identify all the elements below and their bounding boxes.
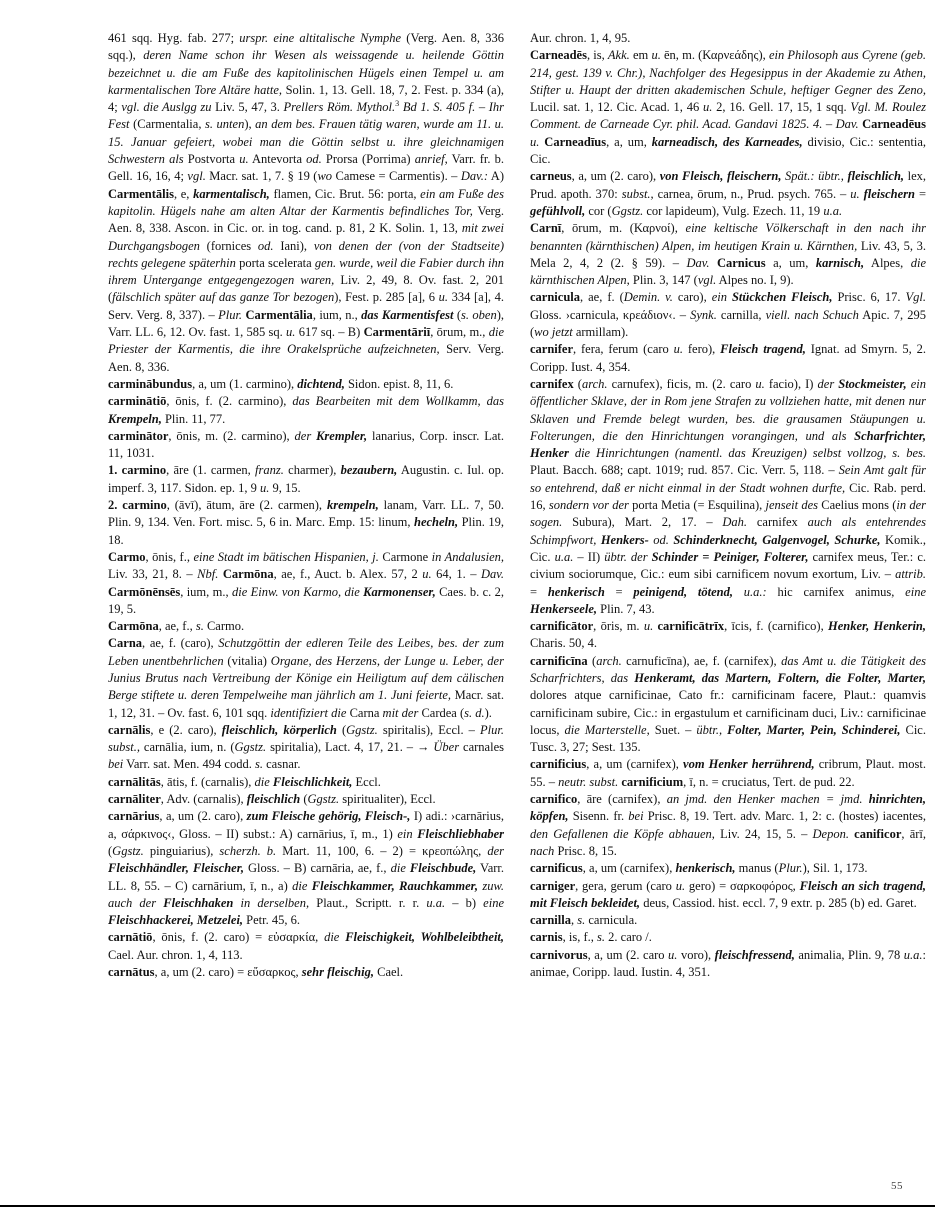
page-content [108,30,926,981]
dictionary-entry: carnificīna (arch. carnuficīna), ae, f. (carnifex), das Amt u. die Tätigkeit des Scharfrichters, das Henkeramt, das Martern, Foltern, die Folter, Marter, dolores atque carnificinae, Cato fr.: carnificinam facere, Plaut.: quamvis carnificinam subire, Cic.: in ergastulum et carnificinam duci, Liv.: carnificinae locus, die Marterstelle, Suet. – übtr., Folter, Marter, Pein, Schinderei, Cic. Tusc. 3, 27; Sest. 135. [530,653,926,755]
bottom-rule [0,1205,935,1207]
right-column [530,30,926,981]
dictionary-entry: carnātus, a, um (2. caro) = εὔσαρκος, sehr fleischig, Cael. [108,965,404,980]
page-number: 55 [891,1180,903,1192]
dictionary-entry: carniger, gera, gerum (caro u. gero) = σαρκοφόρος, Fleisch an sich tragend, mit Fleisch bekleidet, deus, Cassiod. hist. eccl. 7, 9 extr. p. 285 (b) ed. Garet. [530,878,926,910]
dictionary-entry: carnificius, a, um (carnifex), vom Henker herrührend, cribrum, Plaut. most. 55. – neutr. subst. carnificium, ī, n. = cruciatus, Tert. de pud. 22. [530,757,926,789]
dictionary-entry: carnivorus, a, um (2. caro u. voro), fleischfressend, animalia, Plin. 9, 78 u.a.: animae, Coripp. laud. Iustin. 4, 351. [530,947,926,980]
dictionary-entry: Carmo, ōnis, f., eine Stadt im bätischen Hispanien, j. Carmone in Andalusien, Liv. 33, 21, 8. – Nbf. Carmōna, ae, f., Auct. b. Alex. 57, 2 u. 64, 1. – Dav. Carmōnēnsēs, ium, m., die Einw. von Karmo, die Karmonenser, Caes. b. c. 2, 19, 5. [108,549,505,616]
dictionary-entry: carnilla, s. carnicula. [530,913,638,928]
dictionary-entry: carneus, a, um (2. caro), von Fleisch, fleischern, Spät.: übtr., fleischlich, lex, Prud. apoth. 370: subst., carnea, ōrum, n., Prud. psych. 765. – u. fleischern = gefühlvoll, cor (Ggstz. cor lapideum), Vulg. Ezech. 11, 19 u.a. [530,169,927,218]
dictionary-entry: 1. carmino, āre (1. carmen, franz. charmer), bezaubern, Augustin. c. Iul. op. imperf. 3, 117. Sidon. ep. 1, 9 u. 9, 15. [108,463,504,495]
dictionary-entry: Carnī, ōrum, m. (Καρνοί), eine keltische Völkerschaft in den nach ihr benannten (kärnthischen) Alpen, im heutigen Krain u. Kärnthen, Liv. 43, 5, 3. Mela 2, 4, 2 (2. § 59). – Dav. Carnicus a, um, karnisch, Alpes, die kärnthischen Alpen, Plin. 3, 147 (vgl. Alpes no. I, 9). [530,221,927,288]
dictionary-entry: carnifer, fera, ferum (caro u. fero), Fleisch tragend, Ignat. ad Smyrn. 5, 2. Coripp. Iust. 4, 354. [530,342,926,374]
dictionary-entry: carnicula, ae, f. (Demin. v. caro), ein Stückchen Fleisch, Prisc. 6, 17. Vgl. Gloss. ›carnicula, κρεάδιον‹. – Synk. carnilla, viell. nach Schuch Apic. 7, 295 (wo jetzt armillam). [530,290,926,340]
dictionary-entry: carnālis, e (2. caro), fleischlich, körperlich (Ggstz. spiritalis), Eccl. – Plur. subst., carnālia, ium, n. (Ggstz. spiritalia), Lact. 4, 17, 21. – → Über carnales bei Varr. sat. Men. 494 codd. s. casnar. [108,722,504,772]
dictionary-entry: Aur. chron. 1, 4, 95. [530,31,631,45]
dictionary-entry: carnificus, a, um (carnifex), henkerisch, manus (Plur.), Sil. 1, 173. [530,861,868,876]
dictionary-entry: carnis, is, f., s. 2. caro /. [530,930,652,945]
dictionary-entry: carminābundus, a, um (1. carmino), dichtend, Sidon. epist. 8, 11, 6. [108,376,454,391]
dictionary-entry: Carmōna, ae, f., s. Carmo. [108,619,245,634]
dictionary-entry: carnālitās, ātis, f. (carnalis), die Fleischlichkeit, Eccl. [108,774,381,789]
dictionary-entry: carminātiō, ōnis, f. (2. carmino), das Bearbeiten mit dem Wollkamm, das Krempeln, Plin. 11, 77. [108,394,505,426]
dictionary-entry: 461 sqq. Hyg. fab. 277; urspr. eine altitalische Nymphe (Verg. Aen. 8, 336 sqq.), deren Name schon ihr Wesen als weissagende u. heilende Göttin bezeichnet u. die am Fuße des kapitolinischen Hügels einen Tempel u. am karmentalischen Tore Altäre hatte, Solin. 1, 13. Gell. 18, 7, 2. Fest. p. 334 (a), 4; vgl. die Auslgg zu Liv. 5, 47, 3. Prellers Röm. Mythol.$^3$ Bd 1. S. 405 f. – Ihr Fest (Carmentalia, s. unten), an dem bes. Frauen tätig waren, wurde am 11. u. 15. Januar gefeiert, wobei man die Göttin selbst u. ihre gleichnamigen Schwestern als Postvorta u. Antevorta od. Prorsa (Porrima) anrief, Varr. fr. b. Gell. 16, 16, 4; vgl. Macr. sat. 1, 7. § 19 (wo Camese = Carmentis). – Dav.: A) Carmentālis, e, karmentalisch, flamen, Cic. Brut. 56: porta, ein am Fuße des kapitolin. Hügels nahe am alten Altar der Karmentis befindliches Tor, Verg. Aen. 8, 338. Ascon. in Cic. or. in tog. cand. p. 81, 2 K. Solin. 1, 13, mit zwei Durchgangsbogen (fornices od. Iani), von denen der (von der Stadtseite) rechts gelegene späterhin porta scelerata gen. wurde, weil die Fabier durch ihn ihrem Untergange entgegengezogen waren, Liv. 2, 49, 8. Ov. fast. 2, 201 (fälschlich später auf das ganze Tor bezogen), Fest. p. 285 [a], 6 u. 334 [a], 4. Serv. Verg. 8, 337). – Plur. Carmentālia, ium, n., das Karmentisfest (s. oben), Varr. LL. 6, 12. Ov. fast. 1, 585 sq. u. 617 sq. – B) Carmentāriī, ōrum, m., die Priester der Karmentis, die ihre Orakelsprüche aufzeichneten, Serv. Verg. Aen. 8, 336. [108,31,505,374]
dictionary-entry: Carneadēs, is, Akk. em u. ēn, m. (Καρνεάδης), ein Philosoph aus Cyrene (geb. 214, gest. 139 v. Chr.), Nachfolger des Hegesippus in der Akademie zu Athen, Stifter u. Haupt der dritten akademischen Schule, heftiger Gegner des Zeno, Lucil. sat. 1, 12. Cic. Acad. 1, 46 u. 2, 16. Gell. 17, 15, 1 sqq. Vgl. M. Roulez Comment. de Carneade Cyr. phil. Acad. Gandavi 1825. 4. – Dav. Carneadēus u. Carneadīus, a, um, karneadisch, des Karneades, divisio, Cic.: sententia, Cic. [530,48,927,167]
dictionary-entry: carnārius, a, um (2. caro), zum Fleische gehörig, Fleisch-, I) adi.: ›carnārius, a, σάρκινος‹, Gloss. – II) subst.: A) carnārius, ī, m., 1) ein Fleischliebhaber (Ggstz. pinguiarius), scherzh. b. Mart. 11, 100, 6. – 2) = κρεοπώλης, der Fleischhändler, Fleischer, Gloss. – B) carnāria, ae, f., die Fleischbude, Varr. LL. 8, 55. – C) carnārium, ī, n., a) die Fleischkammer, Rauchkammer, zuw. auch der Fleischhaken in derselben, Plaut., Scriptt. r. r. u.a. – b) eine Fleischhackerei, Metzelei, Petr. 45, 6. [108,809,505,928]
dictionary-entry: carminātor, ōnis, m. (2. carmino), der Krempler, lanarius, Corp. inscr. Lat. 11, 1031. [108,428,504,461]
dictionary-entry: carnātiō, ōnis, f. (2. caro) = εὐσαρκία, die Fleischigkeit, Wohlbeleibtheit, Cael. Aur. chron. 1, 4, 113. [108,930,505,962]
dictionary-entry: carnifico, āre (carnifex), an jmd. den Henker machen = jmd. hinrichten, köpfen, Sisenn. fr. bei Prisc. 8, 19. Tert. adv. Marc. 1, 2: c. (hostes) iacentes, den Gefallenen die Köpfe abhauen, Liv. 24, 15, 5. – Depon. canificor, ārī, nach Prisc. 8, 15. [530,792,927,858]
dictionary-entry: Carna, ae, f. (caro), Schutzgöttin der edleren Teile des Leibes, bes. der zum Leben unentbehrlichen (vitalia) Organe, des Herzens, der Lunge u. Leber, der Junius Brutus nach Vertreibung der Könige ein Heiligtum auf dem cälischen Berge stiftete u. deren Tempelweihe man jährlich am 1. Juni feierte, Macr. sat. 1, 12, 31. – Ov. fast. 6, 101 sqq. identifiziert die Carna mit der Cardea (s. d.). [108,636,504,720]
dictionary-entry: carnificātor, ōris, m. u. carnificātrīx, īcis, f. (carnifico), Henker, Henkerin, Charis. 50, 4. [530,619,926,651]
dictionary-entry: carnifex (arch. carnufex), ficis, m. (2. caro u. facio), I) der Stockmeister, ein öffentlicher Sklave, der in Rom jene Strafen zu vollziehen hatte, mit denen nur Sklaven und Fremde belegt wurden, bes. die grausamen Stäupungen u. Folterungen, die den Hinrichtungen vorangingen, und als Scharfrichter, Henker die Hinrichtungen (namentl. das Kreuzigen) selbst vollzog, s. bes. Plaut. Bacch. 688; capt. 1019; rud. 857. Cic. Verr. 5, 118. – Sein Amt galt für so entehrend, daß er nicht einmal in der Stadt wohnen durfte, Cic. Rab. perd. 16, sondern vor der porta Metia (= Esquilina), jenseit des Caelius mons (in der sogen. Subura), Mart. 2, 17. – Dah. carnifex auch als entehrendes Schimpfwort, Henkers- od. Schinderknecht, Galgenvogel, Schurke, Komik., Cic. u.a. – II) übtr. der Schinder = Peiniger, Folterer, carnifex meus, Ter.: c. civium sociorumque, Cic.: eum sibi carnificem novum exortum, Liv. – attrib. = henkerisch = peinigend, tötend, u.a.: hic carnifex animus, eine Henkerseele, Plin. 7, 43. [530,376,927,616]
left-column [108,30,504,981]
dictionary-entry: carnāliter, Adv. (carnalis), fleischlich (Ggstz. spiritualiter), Eccl. [108,792,436,807]
dictionary-entry: 2. carmino, (āvī), ātum, āre (2. carmen), krempeln, lanam, Varr. LL. 7, 50. Plin. 9, 134. Ven. Fort. misc. 5, 6 in. Marc. Emp. 15: linum, hecheln, Plin. 19, 18. [108,498,505,547]
